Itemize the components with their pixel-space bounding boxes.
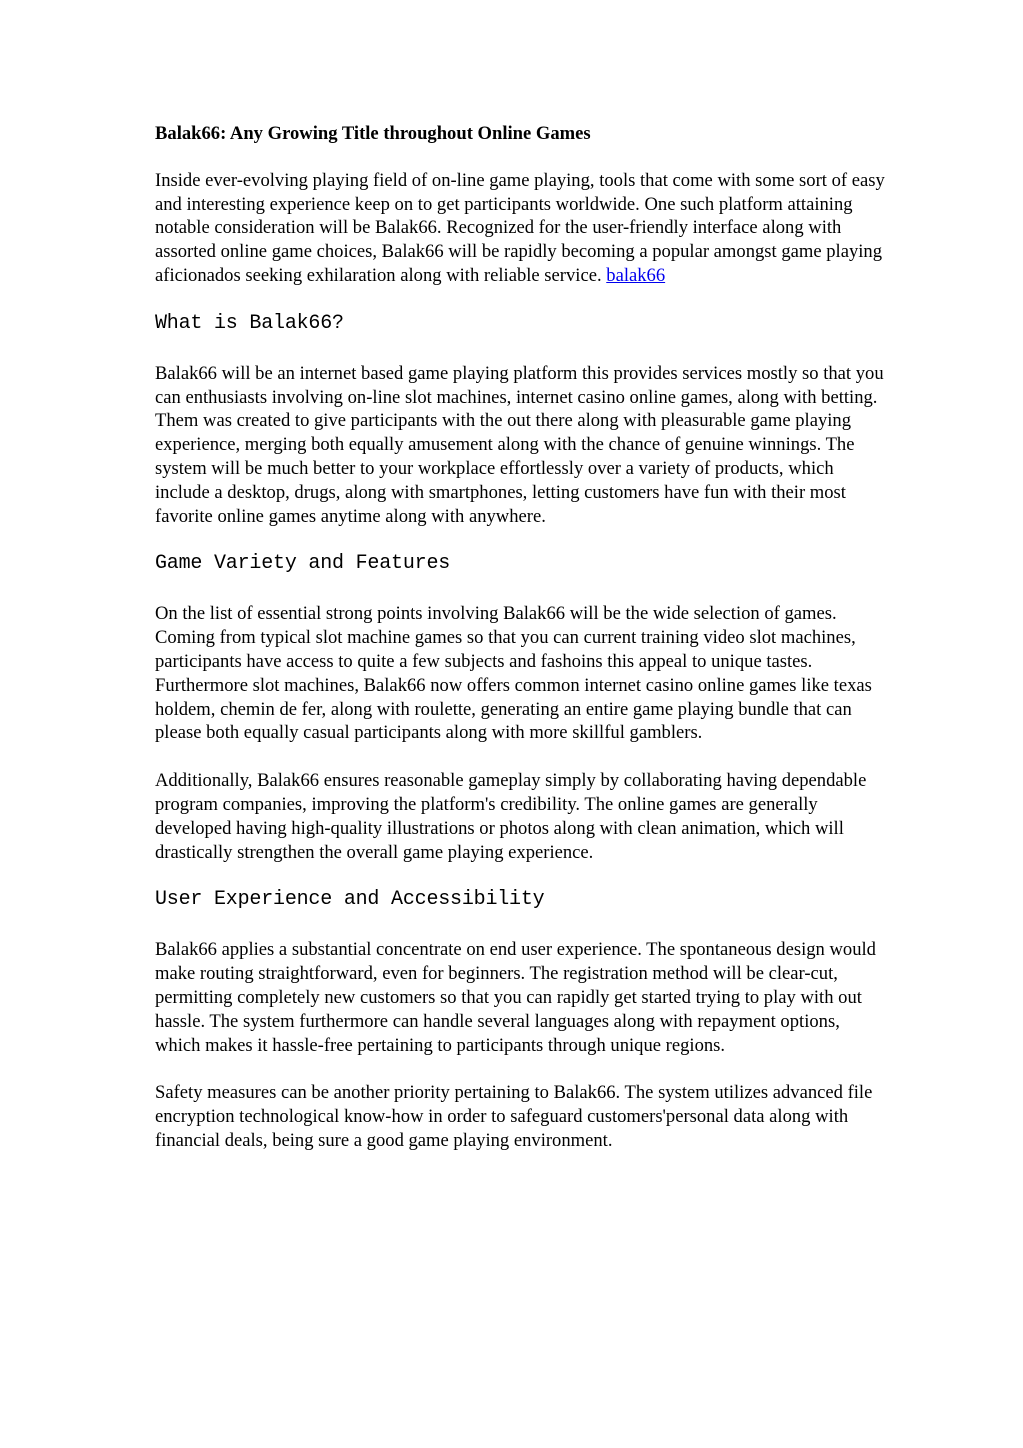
section-game-variety-paragraph-2: Additionally, Balak66 ensures reasonable gameplay simply by collaborating having dependable program companies, improving the platform's credibility. The online games are generally developed having high-quality illustrations or photos along with clean animation, which will drastically strengthen the overall game playing experience. xyxy=(155,770,867,863)
document-title: Balak66: Any Growing Title throughout Online Games xyxy=(155,123,591,144)
section-heading-user-experience: User Experience and Accessibility xyxy=(155,888,545,912)
document-page xyxy=(155,122,885,1177)
intro-text: Inside ever-evolving playing field of on-line game playing, tools that come with some sort of easy and interesting experience keep on to get participants worldwide. One such platform attaining notable consideration will be Balak66. Recognized for the user-friendly interface along with assorted online game choices, Balak66 will be rapidly becoming a popular amongst game playing aficionados seeking exhilaration along with reliable service. xyxy=(155,169,885,286)
section-what-is-paragraph-1: Balak66 will be an internet based game playing platform this provides services mostly so that you can enthusiasts involving on-line slot machines, internet casino online games, along with betting. Them was created to give participants with the out there along with pleasurable game playing experience, merging both equally amusement along with the chance of genuine winnings. The system will be much better to your workplace effortlessly over a variety of products, which include a desktop, drugs, along with smartphones, letting customers have fun with their most favorite online games anytime along with anywhere. xyxy=(155,362,884,527)
balak66-link[interactable]: balak66 xyxy=(606,264,666,286)
section-user-experience-paragraph-1: Balak66 applies a substantial concentrate on end user experience. The spontaneous design would make routing straightforward, even for beginners. The registration method will be clear-cut, permitting completely new customers so that you can rapidly get started trying to play with out hassle. The system furthermore can handle several languages along with repayment options, which makes it hassle-free pertaining to participants through unique regions. xyxy=(155,939,876,1056)
section-game-variety-paragraph-1: On the list of essential strong points involving Balak66 will be the wide selection of games. Coming from typical slot machine games so that you can current training video slot machines, participants have access to quite a few subjects and fashoins this appeal to unique tastes. Furthermore slot machines, Balak66 now offers common internet casino online games like texas holdem, chemin de fer, along with roulette, generating an entire game playing bundle that can please both equally casual participants along with more skillful gamblers. xyxy=(155,603,872,744)
intro-paragraph xyxy=(155,169,885,288)
section-heading-game-variety: Game Variety and Features xyxy=(155,552,451,576)
section-heading-what-is: What is Balak66? xyxy=(155,311,344,335)
section-user-experience-paragraph-2: Safety measures can be another priority pertaining to Balak66. The system utilizes advanced file encryption technological know-how in order to safeguard customers'personal data along with financial deals, being sure a good game playing environment. xyxy=(155,1082,873,1151)
